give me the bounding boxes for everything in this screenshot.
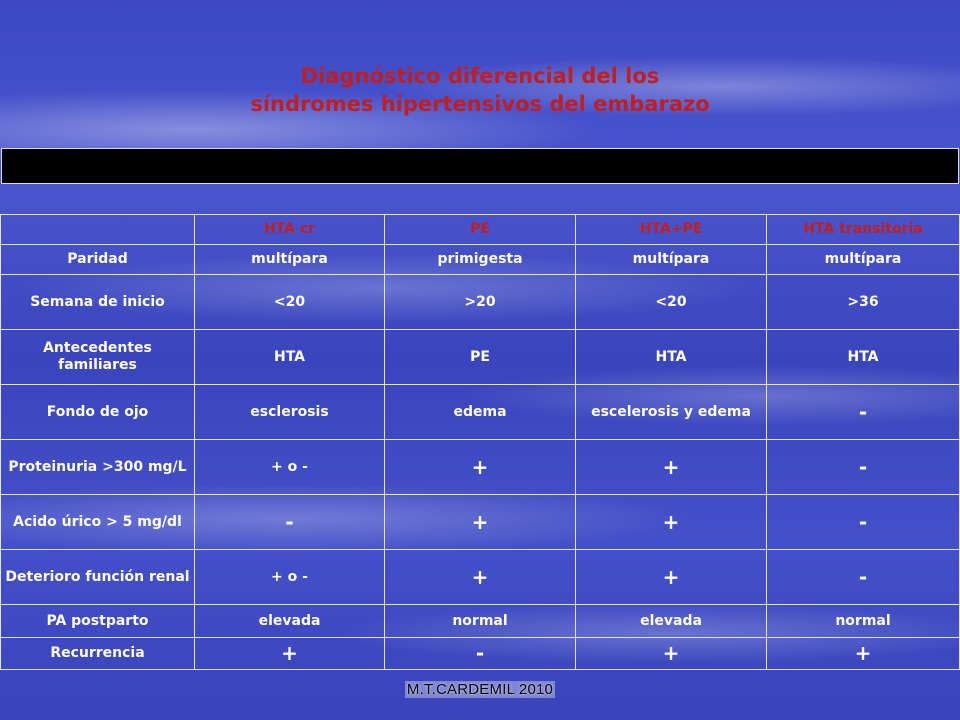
row-label-semana-de-inicio: Semana de inicio — [1, 275, 195, 330]
table-cell: primigesta — [385, 245, 576, 275]
table-cell: + — [385, 550, 576, 605]
table-cell: >20 — [385, 275, 576, 330]
footer-credit — [0, 681, 960, 698]
table-row — [1, 440, 960, 495]
table-cell: - — [767, 550, 960, 605]
table-row — [1, 330, 960, 385]
table-cell: + — [576, 638, 767, 670]
table-cell: HTA — [576, 330, 767, 385]
table-cell: + — [767, 638, 960, 670]
row-label-recurrencia: Recurrencia — [1, 638, 195, 670]
row-label-fondo-de-ojo: Fondo de ojo — [1, 385, 195, 440]
row-label-antecedentes-familiares: Antecedentes familiares — [1, 330, 195, 385]
table-cell: multípara — [767, 245, 960, 275]
table-cell: HTA — [767, 330, 960, 385]
table-cell: + — [385, 440, 576, 495]
table-cell: - — [767, 385, 960, 440]
slide-title — [0, 62, 960, 118]
table-cell: edema — [385, 385, 576, 440]
table-cell: - — [385, 638, 576, 670]
table-cell: normal — [385, 605, 576, 638]
table-header-row — [1, 215, 960, 245]
table-cell: elevada — [195, 605, 385, 638]
slide-title-line-1: Diagnóstico diferencial del los — [300, 64, 660, 88]
header-cell-hta-transitoria: HTA transitoria — [767, 215, 960, 245]
table-cell: normal — [767, 605, 960, 638]
table-row — [1, 275, 960, 330]
table-row — [1, 495, 960, 550]
table-cell: + o - — [195, 440, 385, 495]
table-row — [1, 605, 960, 638]
table-cell: <20 — [576, 275, 767, 330]
table-cell: elevada — [576, 605, 767, 638]
table-row — [1, 385, 960, 440]
table-row — [1, 550, 960, 605]
table-row — [1, 638, 960, 670]
black-banner-bar — [1, 148, 959, 184]
row-label-proteinuria: Proteinuria >300 mg/L — [1, 440, 195, 495]
slide-title-line-2: síndromes hipertensivos del embarazo — [250, 92, 710, 116]
header-cell-hta-cr: HTA cr — [195, 215, 385, 245]
table-cell: - — [767, 495, 960, 550]
table-cell: multípara — [576, 245, 767, 275]
row-label-paridad: Paridad — [1, 245, 195, 275]
differential-diagnosis-table — [0, 214, 960, 670]
table-cell: >36 — [767, 275, 960, 330]
row-label-acido-urico: Acido úrico > 5 mg/dl — [1, 495, 195, 550]
header-cell-hta-pe: HTA+PE — [576, 215, 767, 245]
table-cell: + — [576, 495, 767, 550]
table-cell: PE — [385, 330, 576, 385]
table-cell: esclerosis — [195, 385, 385, 440]
header-cell-empty — [1, 215, 195, 245]
table-cell: + — [576, 550, 767, 605]
table-cell: + o - — [195, 550, 385, 605]
table-cell: + — [195, 638, 385, 670]
table-cell: multípara — [195, 245, 385, 275]
table-row — [1, 245, 960, 275]
header-cell-pe: PE — [385, 215, 576, 245]
table-cell: + — [576, 440, 767, 495]
table-cell: <20 — [195, 275, 385, 330]
table-cell: escelerosis y edema — [576, 385, 767, 440]
table-cell: HTA — [195, 330, 385, 385]
table-cell: - — [767, 440, 960, 495]
table-cell: + — [385, 495, 576, 550]
row-label-pa-postparto: PA postparto — [1, 605, 195, 638]
row-label-deterioro-funcion-renal: Deterioro función renal — [1, 550, 195, 605]
footer-credit-text: M.T.CARDEMIL 2010 — [406, 681, 554, 698]
table-cell: - — [195, 495, 385, 550]
